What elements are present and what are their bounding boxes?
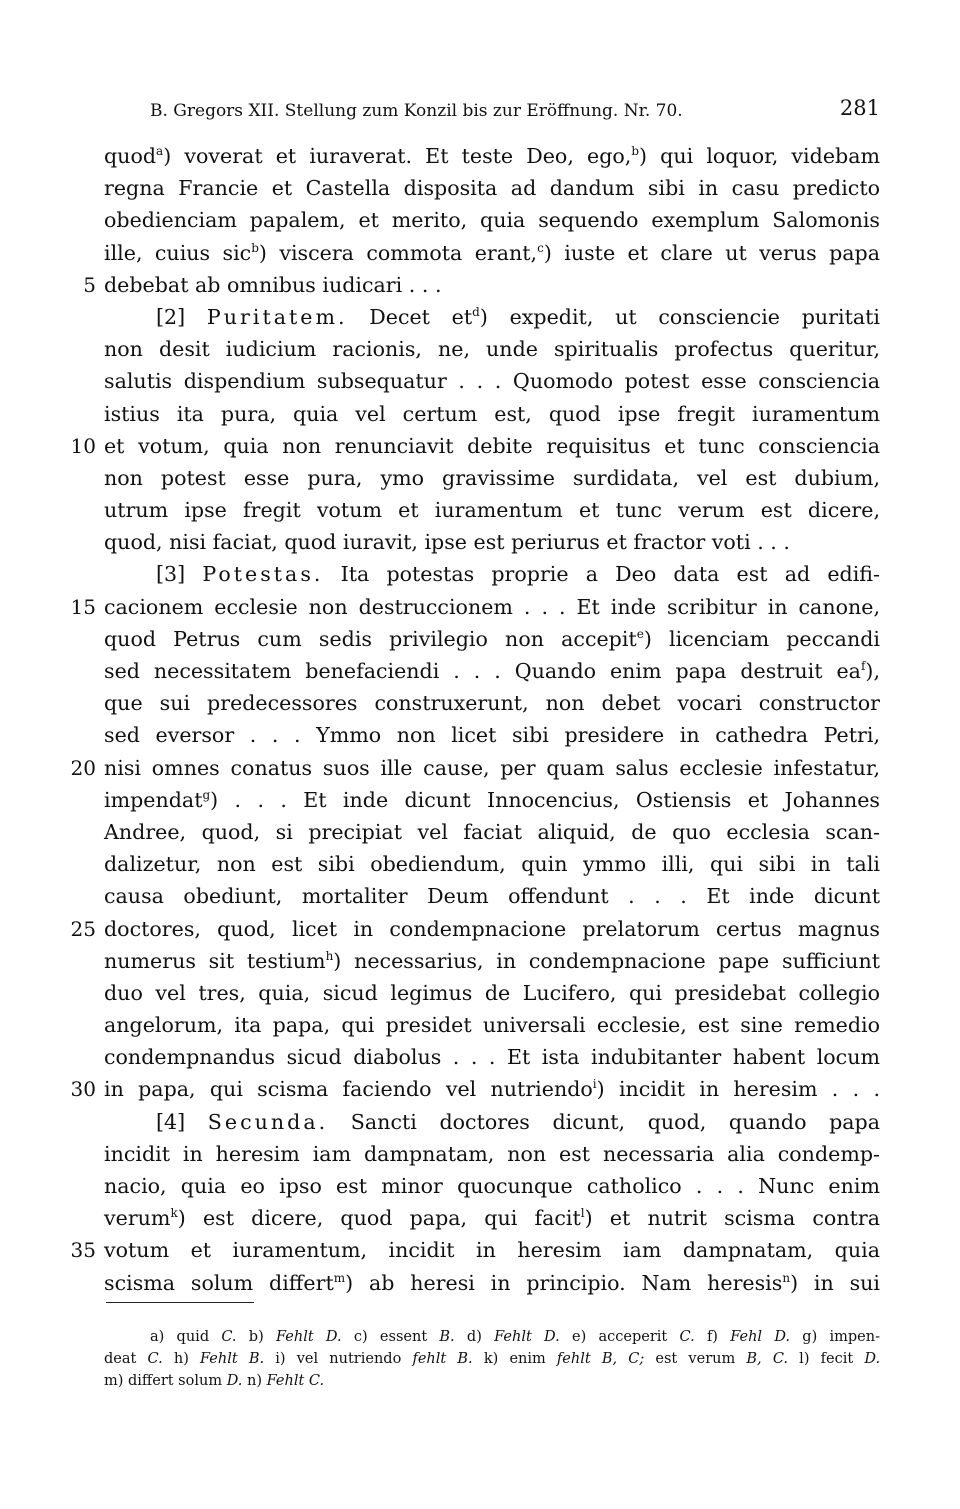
line-number: 20 [70, 755, 96, 780]
text-line: Andree, quod, si precipiat vel faciat aliquid, de quo ecclesia scan- [104, 819, 880, 844]
footnote-marker: h [325, 948, 334, 963]
footnote-marker: d [472, 304, 480, 319]
text-line: non potest esse pura, ymo gravissime surdidata, vel est dubium, [104, 465, 880, 490]
footnote-marker: l [580, 1206, 585, 1221]
text-line: ille, cuius sic$^b$) viscera commota erant,$^c$) iuste et clare ut verus papa [104, 240, 880, 265]
text-line: non desit iudicium racionis, ne, unde spiritualis profectus queritur, [104, 337, 880, 362]
text-line: impendat$^g$) . . . Et inde dicunt Innocencius, Ostiensis et Johannes [104, 787, 880, 812]
footnote-marker: b [631, 144, 640, 158]
text-line: 30 in papa, qui scisma faciendo vel nutriendo$^i$) incidit in heresim . . . [104, 1073, 880, 1105]
text-line: salutis dispendium subsequatur . . . Quomodo potest esse consciencia [104, 369, 880, 394]
text-line: numerus sit testium$^h$) necessarius, in condempnacione pape sufficiunt [104, 948, 880, 973]
footnote-line: deat C. h) Fehlt B. i) vel nutriendo fehlt B. k) enim fehlt B, C; est verum B, C. l) fecit D. [104, 1351, 881, 1367]
line-number: 10 [70, 433, 96, 458]
text-line: utrum ipse fregit votum et iuramentum et tunc verum est dicere, [104, 498, 880, 523]
text-line: 20 nisi omnes conatus suos ille cause, per quam salus ecclesie infestatur, [104, 752, 880, 784]
text-line: istius ita pura, quia vel certum est, quod ipse fregit iuramentum [104, 401, 880, 426]
line-number: 30 [70, 1077, 96, 1102]
section-number: [3] [156, 562, 186, 587]
text-line: 25 doctores, quod, licet in condempnacione prelatorum certus magnus [104, 913, 880, 945]
text-line: regna Francie et Castella disposita ad dandum sibi in casu predicto [104, 176, 880, 201]
text-line: quod Petrus cum sedis privilegio non accepit$^e$) licenciam peccandi [104, 626, 880, 651]
footnote-rule [106, 1302, 254, 1303]
text-line: nacio, quia eo ipso est minor quocunque catholico . . . Nunc enim [104, 1174, 880, 1198]
line-number: 35 [70, 1238, 96, 1263]
line-number: 5 [83, 272, 96, 297]
footnotes [104, 1326, 880, 1392]
section-heading: Secunda. [207, 1109, 329, 1134]
section-number: [4] [156, 1109, 186, 1134]
footnote-line: m) differt solum D. n) Fehlt C. [104, 1373, 325, 1389]
text-line: que sui predecessores construxerunt, non debet vocari constructor [104, 691, 880, 716]
text-line: quod, nisi faciat, quod iuravit, ipse est periurus et fractor voti . . . [104, 530, 790, 555]
footnote-marker: f [860, 659, 866, 673]
text-line: incidit in heresim iam dampnatam, non est necessaria alia condemp- [104, 1141, 880, 1166]
text-line: [3] Potestas. Ita potestas proprie a Deo data est ad edifi- [156, 562, 880, 587]
running-title: B. Gregors XII. Stellung zum Konzil bis zur Eröffnung. Nr. 70. [150, 101, 683, 121]
footnote-marker: e [636, 626, 644, 641]
text-line: sed eversor . . . Ymmo non licet sibi presidere in cathedra Petri, [104, 723, 880, 748]
section-number: [2] [156, 304, 186, 329]
main-text [70, 140, 881, 1299]
text-line: obedienciam papalem, et merito, quia sequendo exemplum Salomonis [104, 208, 880, 233]
footnote-marker: i [592, 1077, 597, 1092]
section-heading: Potestas. [202, 562, 324, 587]
footnote-marker: m [333, 1270, 346, 1285]
text-line: verum$^k$) est dicere, quod papa, qui facit$^l$) et nutrit scisma contra [104, 1206, 880, 1231]
text-line: sed necessitatem benefaciendi . . . Quando enim papa destruit $ea^f$), [104, 659, 880, 683]
line-number: 15 [70, 594, 96, 619]
section-heading: Puritatem. [206, 304, 348, 329]
footnote-marker: g [202, 787, 211, 802]
text-line: angelorum, ita papa, qui presidet universali ecclesie, est sine remedio [104, 1013, 880, 1038]
text-line: scisma solum differt$^m$) ab heresi in principio. Nam heresis$^n$) in sui [104, 1270, 880, 1295]
text-line: duo vel tres, quia, sicud legimus de Lucifero, qui presidebat collegio [104, 980, 880, 1005]
text-line: 10 et votum, quia non renunciavit debite requisitus et tunc consciencia [104, 430, 880, 462]
text-line: quod$^a$) voverat et iuraverat. Et teste Deo, ego,$^b$) qui loquor, videbam [104, 144, 880, 168]
text-line: condempnandus sicud diabolus . . . Et ista indubitanter habent locum [104, 1045, 880, 1070]
text-line: 15 cacionem ecclesie non destruccionem . . . Et inde scribitur in canone, [104, 591, 880, 623]
footnote-line: a) quid C. b) Fehlt D. c) essent B. d) Fehlt D. e) acceperit C. f) Fehl D. g) impen- [150, 1329, 880, 1345]
text-line: dalizetur, non est sibi obediendum, quin ymmo illi, qui sibi in tali [104, 852, 880, 877]
text-line: [2] Puritatem. Decet $et^d$) expedit, ut consciencie puritati [156, 304, 880, 329]
text-line: causa obediunt, mortaliter Deum offendunt . . . Et inde dicunt [104, 884, 880, 909]
footnote-marker: a [156, 144, 164, 158]
text-line: [4] Secunda. Sancti doctores dicunt, quod, quando papa [156, 1109, 881, 1134]
footnote-marker: b [251, 240, 259, 255]
text-line: 5 debebat ab omnibus iudicari . . . [104, 269, 880, 301]
line-number: 25 [70, 916, 96, 941]
text-line: 35 votum et iuramentum, incidit in heresim iam dampnatam, quia [104, 1234, 880, 1266]
footnote-marker: c [537, 240, 544, 255]
footnote-marker: k [170, 1206, 178, 1221]
footnote-marker: n [782, 1270, 791, 1285]
page-header [150, 96, 880, 126]
page-number: 281 [839, 96, 880, 120]
